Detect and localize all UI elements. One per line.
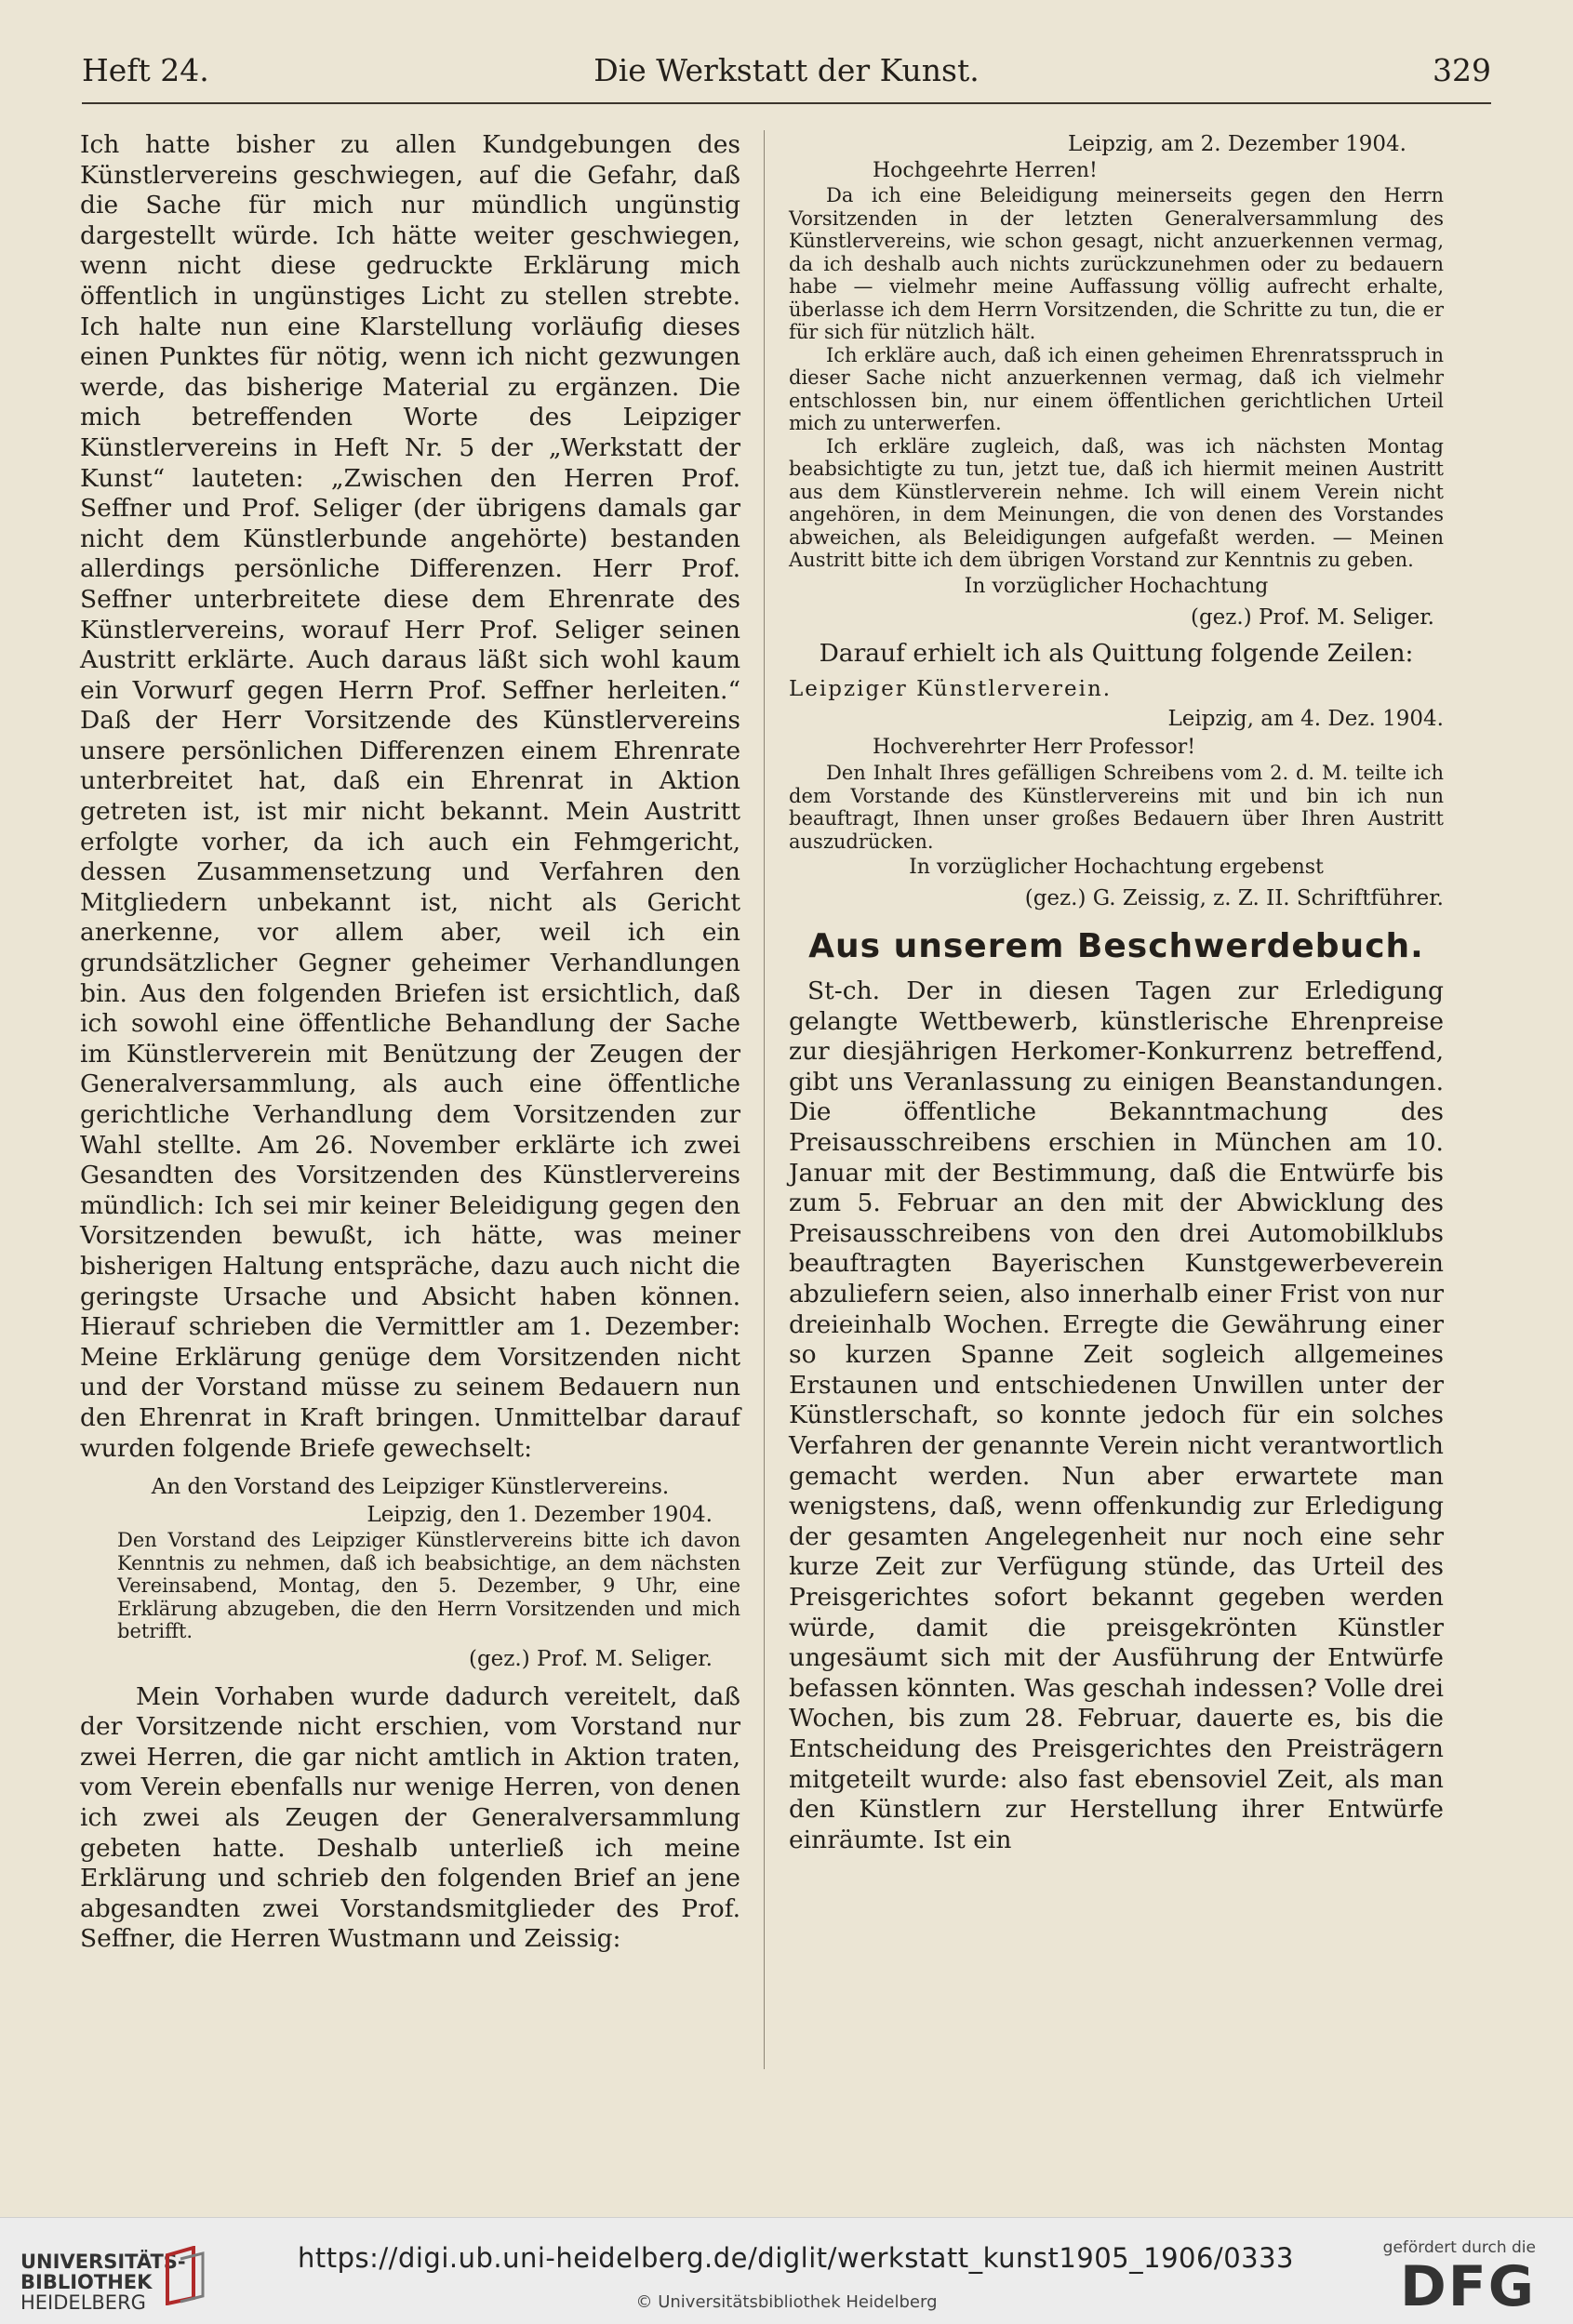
dfg-logo: DFG xyxy=(1399,2254,1536,2319)
issue-number: Heft 24. xyxy=(82,52,209,88)
letter-salutation: Hochverehrter Herr Professor! xyxy=(873,736,1196,760)
letter-paragraph: Da ich eine Beleidigung meinerseits gegen den Herrn Vorsitzenden in der letzten Generalversammlung des Künstlervereins, wie schon gesagt, nicht anzuerkennen vermag, da ich deshalb auch nichts zurückzunehmen oder zu bedauern habe — vielmehr meine Auffassung völlig aufrecht erhalte, überlasse ich dem Herrn Vorsitzenden, die Schritte zu tun, die er für sich für nützlich hält. xyxy=(789,184,1444,343)
section-title: Aus unserem Beschwerdebuch. xyxy=(808,927,1424,966)
logo-line: HEIDELBERG xyxy=(20,2291,146,2314)
body-paragraph: St-ch. Der in diesen Tagen zur Erledigung gelangte Wettbewerb, künstlerische Ehrenpreise zur diesjährigen Herkomer-Konkurrenz betreffend, gibt uns Veranlassung zu einigen Beanstandungen. Die öffentliche Bekanntmachung des Preisausschreibens erschien in München am 10. Januar mit der Bestimmung, daß die Entwürfe bis zum 5. Februar an den mit der Abwicklung des Preisausschreibens von den drei Automobilklubs beauftragten Bayerischen Kunstgewerbeverein abzuliefern seien, also innerhalb einer Frist von nur dreieinhalb Wochen. Erregte die Gewährung einer so kurzen Spanne Zeit sogleich allgemeines Erstaunen und entschiedenen Unwillen unter der Künstlerschaft, so konnte jedoch für ein solches Verfahren der genannte Verein nicht verantwortlich gemacht werden. Nun aber erwartete man wenigstens, daß, wenn offenkundig zur Erledigung der gesamten Angelegenheit nur noch eine sehr kurze Zeit zur Verfügung stünde, das Urteil des Preisgerichtes sofort bekannt gegeben werden würde, damit die preisgekrönten Künstler ungesäumt sich mit der Ausführung der Entwürfe befassen könnten. Was geschah indessen? Volle drei Wochen, bis zum 28. Februar, dauerte es, bis die Entscheidung des Preisgerichtes den Preisträgern mitgeteilt wurde: also fast ebensoviel Zeit, als man den Künstlern zur Herstellung ihrer Entwürfe einräumte. Ist ein xyxy=(789,976,1444,1854)
letter-date: Leipzig, den 1. Dezember 1904. xyxy=(367,1503,713,1528)
footer-bar xyxy=(0,2217,1573,2324)
letter-1 xyxy=(80,1473,740,1675)
logo-line: UNIVERSITÄTS- xyxy=(20,2251,186,2273)
body-paragraph: Darauf erhielt ich als Quittung folgende Zeilen: xyxy=(819,638,1414,668)
left-column xyxy=(80,130,740,1955)
letter-signature: (gez.) G. Zeissig, z. Z. II. Schriftführer. xyxy=(1024,886,1444,911)
letter-signature: (gez.) Prof. M. Seliger. xyxy=(1190,604,1434,630)
letter-2 xyxy=(789,130,1444,633)
letter-address: An den Vorstand des Leipziger Künstlervereins. xyxy=(151,1475,670,1500)
journal-title: Die Werkstatt der Kunst. xyxy=(593,52,980,88)
letter-date: Leipzig, am 4. Dez. 1904. xyxy=(1167,707,1444,732)
letter-closing: In vorzüglicher Hochachtung ergebenst xyxy=(909,856,1324,880)
logo-line: BIBLIOTHEK xyxy=(20,2271,153,2293)
letter-signature: (gez.) Prof. M. Seliger. xyxy=(468,1646,713,1671)
letter-body: Den Vorstand des Leipziger Künstlervereins bitte ich davon Kenntnis zu nehmen, daß ich beabsichtige, an dem nächsten Vereinsabend, Montag, den 5. Dezember, 9 Uhr, eine Erklärung abzugeben, die den Herrn Vorsitzenden und mich betrifft. xyxy=(117,1529,740,1643)
letter-body: Den Inhalt Ihres gefälligen Schreibens vom 2. d. M. teilte ich dem Vorstande des Künstlervereins mit und bin ich nun beauftragt, Ihnen unser großes Bedauern über Ihren Austritt auszudrücken. xyxy=(789,762,1444,853)
column-divider xyxy=(764,130,765,2069)
letter-date: Leipzig, am 2. Dezember 1904. xyxy=(1068,132,1406,156)
letter-paragraph: Ich erkläre auch, daß ich einen geheimen Ehrenratsspruch in dieser Sache nicht anzuerkennen vermag, daß ich vielmehr entschlossen bin, nur einem öffentlichen gerichtlichen Urteil mich zu unterwerfen. xyxy=(789,343,1444,434)
page-number: 329 xyxy=(1433,52,1491,88)
letter-salutation: Hochgeehrte Herren! xyxy=(873,159,1098,182)
letter-paragraph: Ich erkläre zugleich, daß, was ich nächsten Montag beabsichtigte zu tun, jetzt tue, daß ich hiermit meinen Austritt aus dem Künstlerverein nehme. Ich will einem Verein nicht angehören, in dem Meinungen, die von denen des Vorstandes abweichen, als Beleidigungen aufgefaßt werden. — Meinen Austritt bitte ich dem übrigen Vorstand zur Kenntnis zu geben. xyxy=(789,434,1444,571)
copyright-text: © Universitätsbibliothek Heidelberg xyxy=(635,2292,938,2312)
body-paragraph: Ich hatte bisher zu allen Kundgebungen des Künstlervereins geschwiegen, auf die Gefahr, daß die Sache für mich nur mündlich ungünstig dargestellt würde. Ich hätte weiter geschwiegen, wenn nicht diese gedruckte Erklärung mich öffentlich in ungünstiges Licht zu stellen strebte. Ich halte nun eine Klarstellung vorläufig dieses einen Punktes für nötig, wenn ich nicht gezwungen werde, das bisherige Material zu ergänzen. Die mich betreffenden Worte des Leipziger Künstlervereins in Heft Nr. 5 der „Werkstatt der Kunst“ lauteten: „Zwischen den Herren Prof. Seffner und Prof. Seliger (der übrigens damals gar nicht dem Künstlerbunde angehörte) bestanden allerdings persönliche Differenzen. Herr Prof. Seffner unterbreitete diese dem Ehrenrate des Künstlervereins, worauf Herr Prof. Seliger seinen Austritt erklärte. Auch daraus läßt sich wohl kaum ein Vorwurf gegen Herrn Prof. Seffner herleiten.“ Daß der Herr Vorsitzende des Künstlervereins unsere persönlichen Differenzen einem Ehrenrate unterbreitet hat, daß ein Ehrenrat in Aktion getreten ist, ist mir nicht bekannt. Mein Austritt erfolgte vorher, da ich auch ein Fehmgericht, dessen Zusammensetzung und Verfahren den Mitgliedern unbekannt ist, nicht als Gericht anerkenne, vor allem aber, weil ich ein grundsätzlicher Gegner geheimer Verhandlungen bin. Aus den folgenden Briefen ist ersichtlich, daß ich sowohl eine öffentliche Behandlung der Sache im Künstlerverein mit Benützung der Zeugen der Generalversammlung, als auch eine öffentliche gerichtliche Verhandlung dem Vorsitzenden zur Wahl stellte. Am 26. November erklärte ich zwei Gesandten des Vorsitzenden des Künstlervereins mündlich: Ich sei mir keiner Beleidigung gegen den Vorsitzenden bewußt, ich hätte, was meiner bisherigen Haltung entspräche, dazu auch nicht die geringste Ursache und Absicht haben können. Hierauf schrieben die Vermittler am 1. Dezember: Meine Erklärung genüge dem Vorsitzenden nicht und der Vorstand müsse zu seinem Bedauern nun den Ehrenrat in Kraft bringen. Unmittelbar darauf wurden folgende Briefe gewechselt: xyxy=(80,130,740,1463)
running-header xyxy=(82,46,1491,104)
funding-label: gefördert durch die xyxy=(1382,2238,1536,2257)
permalink-url[interactable]: https://digi.ub.uni-heidelberg.de/diglit/werkstatt_kunst1905_1906/0333 xyxy=(298,2242,1294,2274)
letter-closing: In vorzüglicher Hochachtung xyxy=(964,574,1269,598)
letter-sender: Leipziger Künstlerverein. xyxy=(789,677,1113,702)
letter-3 xyxy=(789,674,1444,914)
right-column xyxy=(789,130,1444,1855)
body-paragraph: Mein Vorhaben wurde dadurch vereitelt, daß der Vorsitzende nicht erschien, vom Vorstand nur zwei Herren, die gar nicht amtlich in Aktion traten, vom Verein ebenfalls nur wenige Herren, von denen ich zwei als Zeugen der Generalversammlung gebeten hatte. Deshalb unterließ ich meine Erklärung und schrieb den folgenden Brief an jene abgesandten zwei Vorstandsmitglieder des Prof. Seffner, die Herren Wustmann und Zeissig: xyxy=(80,1681,740,1954)
